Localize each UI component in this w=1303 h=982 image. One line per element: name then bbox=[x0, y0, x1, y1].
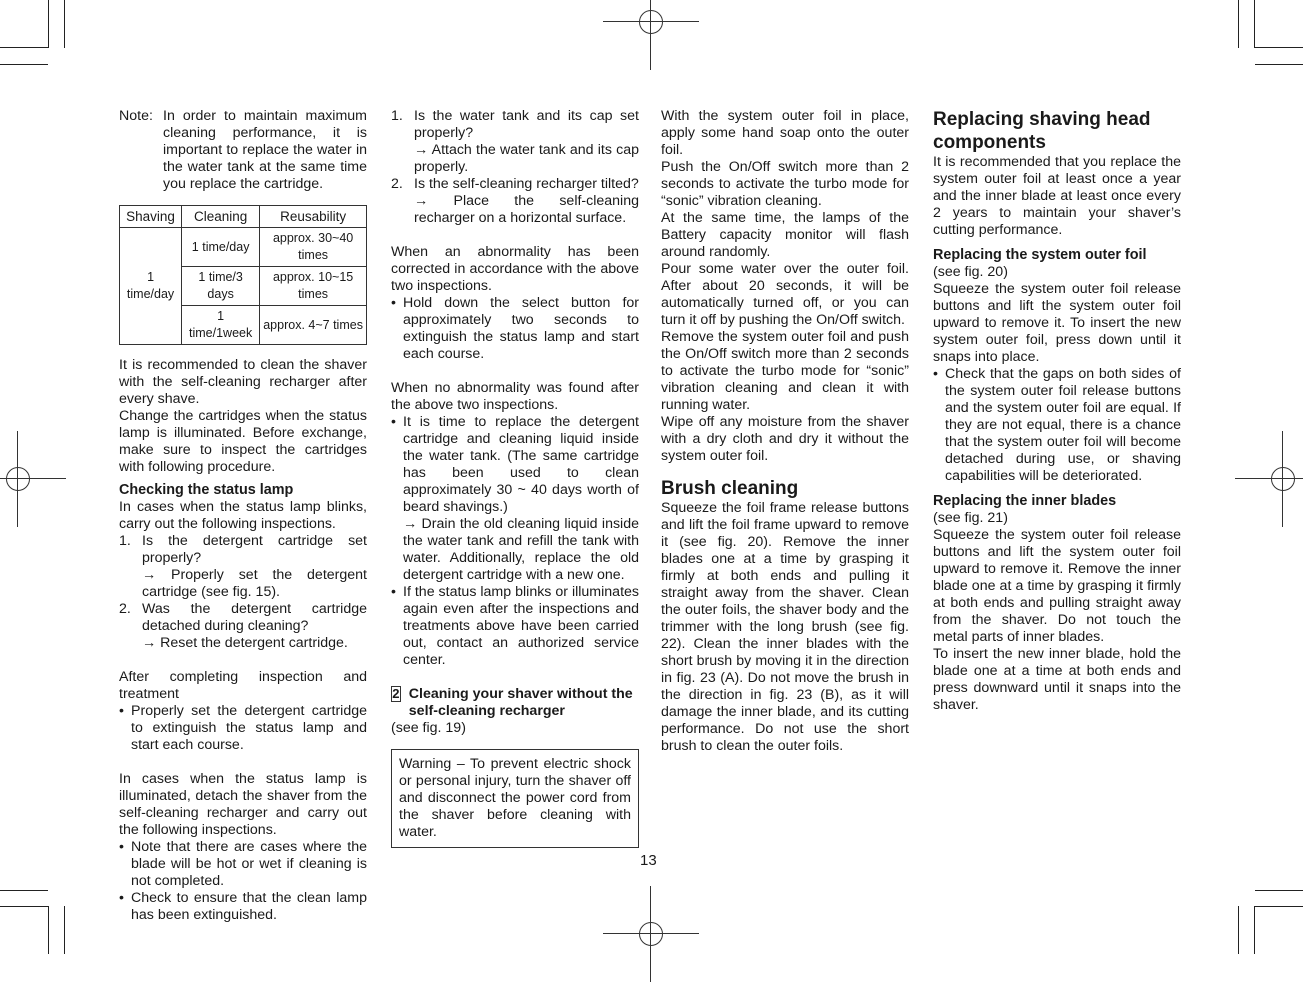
crop-mark bbox=[1254, 0, 1255, 48]
bullet-item bbox=[119, 839, 367, 890]
paragraph: It is recommended to clean the shaver with the self-cleaning recharger after every shave. bbox=[119, 357, 367, 407]
figure-reference: (see fig. 20) bbox=[933, 264, 1008, 280]
list-number: 2. bbox=[391, 176, 403, 192]
bullet-icon: • bbox=[391, 414, 396, 430]
crop-mark bbox=[1255, 64, 1303, 65]
section-heading: Checking the status lamp bbox=[119, 482, 294, 498]
bullet-icon: • bbox=[119, 703, 124, 719]
paragraph: Remove the system outer foil and push the On/Off switch more than 2 seconds to activate the turbo mode for “sonic” vibration cleaning and clean it with running water. bbox=[661, 329, 909, 413]
paragraph: With the system outer foil in place, apply some hand soap onto the outer foil. bbox=[661, 108, 909, 158]
list-text: Was the detergent cartridge detached during cleaning? bbox=[142, 601, 367, 634]
page-number: 13 bbox=[640, 852, 657, 869]
figure-reference: (see fig. 21) bbox=[933, 510, 1008, 526]
bullet-icon: • bbox=[933, 366, 938, 382]
section-heading: Brush cleaning bbox=[661, 478, 799, 499]
note bbox=[119, 108, 367, 193]
list-text: Is the water tank and its cap set properly? bbox=[414, 108, 639, 141]
table-header: Reusability bbox=[260, 206, 367, 228]
table-header: Cleaning bbox=[182, 206, 260, 228]
paragraph: Change the cartridges when the status lamp is illuminated. Before exchange, make sure to inspect the cartridges with following procedure. bbox=[119, 408, 367, 475]
bullet-text: Note that there are cases where the blade will be hot or wet if cleaning is not completed. bbox=[131, 839, 367, 889]
reusability-table bbox=[119, 205, 367, 345]
column-3 bbox=[661, 108, 909, 755]
table-cell: approx. 4~7 times bbox=[260, 306, 367, 345]
list-subtext: → Place the self-cleaning recharger on a horizontal surface. bbox=[414, 193, 639, 226]
crop-mark bbox=[0, 64, 48, 65]
bullet-subtext: → Drain the old cleaning liquid inside the water tank and refill the tank with water. Additionally, replace the old detergent cartridge with a new one. bbox=[403, 516, 639, 583]
bullet-item bbox=[119, 703, 367, 754]
subsection-heading: Replacing the inner blades bbox=[933, 493, 1117, 509]
list-subtext: → Attach the water tank and its cap properly. bbox=[414, 142, 639, 175]
column-2 bbox=[391, 108, 639, 848]
figure-reference: (see fig. 19) bbox=[391, 720, 466, 736]
subsection-heading: Replacing the system outer foil bbox=[933, 247, 1147, 263]
crop-mark bbox=[0, 906, 48, 907]
warning-text: Warning – To prevent electric shock or personal injury, turn the shaver off and disconnect the power cord from the shaver before cleaning with water. bbox=[399, 756, 631, 840]
bullet-text: Check to ensure that the clean lamp has been extinguished. bbox=[131, 890, 367, 923]
paragraph: In cases when the status lamp blinks, carry out the following inspections. bbox=[119, 499, 367, 532]
paragraph: When no abnormality was found after the above two inspections. bbox=[391, 380, 639, 413]
bullet-icon: • bbox=[391, 584, 396, 600]
crop-mark bbox=[1255, 906, 1303, 907]
crop-mark bbox=[64, 906, 65, 954]
list-number: 1. bbox=[391, 108, 403, 124]
section-heading bbox=[391, 686, 639, 720]
table-row bbox=[120, 228, 367, 267]
section-number: 2 bbox=[392, 686, 400, 701]
section-heading: Replacing shaving head components bbox=[933, 109, 1151, 153]
paragraph: Squeeze the system outer foil release buttons and lift the system outer foil upward to remove it. Remove the inner blade one at a time by grasping it firmly at both ends and pulling straight away from the shaver. Do not touch the metal parts of inner blades. bbox=[933, 527, 1181, 645]
crop-mark bbox=[48, 0, 49, 48]
table-cell: approx. 30~40 times bbox=[260, 228, 367, 267]
crop-mark bbox=[64, 0, 65, 48]
note-text: In order to maintain maximum cleaning performance, it is important to replace the water in the water tank at the same time you replace the cartridge. bbox=[163, 108, 367, 192]
table-header: Shaving bbox=[120, 206, 182, 228]
table-cell: 1 time/day bbox=[182, 228, 260, 267]
paragraph: When an abnormality has been corrected in accordance with the above two inspections. bbox=[391, 244, 639, 294]
section-title: Cleaning your shaver without the self-cleaning recharger bbox=[408, 686, 633, 719]
list-item bbox=[391, 108, 639, 142]
registration-mark bbox=[1235, 431, 1303, 527]
list-subtext: → Reset the detergent cartridge. bbox=[142, 635, 348, 651]
warning-box bbox=[391, 749, 639, 848]
list-item bbox=[391, 176, 639, 193]
paragraph: To insert the new inner blade, hold the blade one at a time at both ends and press downward until it snaps into the shaver. bbox=[933, 646, 1181, 713]
table-cell: 1 time/3 days bbox=[182, 267, 260, 306]
table-cell: 1 time/day bbox=[120, 228, 182, 345]
bullet-icon: • bbox=[119, 839, 124, 855]
crop-mark bbox=[1238, 0, 1239, 48]
note-label: Note: bbox=[119, 108, 153, 124]
list-text: Is the detergent cartridge set properly? bbox=[142, 533, 367, 566]
crop-mark bbox=[48, 906, 49, 954]
paragraph: Pour some water over the outer foil. After about 20 seconds, it will be automatically turned off, or you can turn it off by pushing the On/Off switch. bbox=[661, 261, 909, 328]
table-cell: approx. 10~15 times bbox=[260, 267, 367, 306]
bullet-text: Hold down the select button for approximately two seconds to extinguish the status lamp and start each course. bbox=[403, 295, 639, 362]
list-number: 2. bbox=[119, 601, 131, 617]
crop-mark bbox=[1255, 47, 1303, 48]
bullet-item bbox=[933, 366, 1181, 485]
registration-mark bbox=[603, 0, 699, 70]
paragraph: Squeeze the system outer foil release buttons and lift the system outer foil upward to remove it. To insert the new system outer foil, press down until it snaps into place. bbox=[933, 281, 1181, 365]
paragraph: After completing inspection and treatment bbox=[119, 669, 367, 702]
crop-mark bbox=[1254, 906, 1255, 954]
list-item bbox=[119, 601, 367, 635]
list-subtext: → Properly set the detergent cartridge (see fig. 15). bbox=[142, 567, 367, 600]
crop-mark bbox=[1238, 906, 1239, 954]
bullet-text: Check that the gaps on both sides of the system outer foil release buttons and the system outer foil are equal. If they are not equal, there is a chance that the system outer foil will become detached during use, or shaving capabilities will be deteriorated. bbox=[945, 366, 1181, 484]
bullet-text: Properly set the detergent cartridge to extinguish the status lamp and start each course. bbox=[131, 703, 367, 753]
bullet-icon: • bbox=[119, 890, 124, 906]
paragraph: At the same time, the lamps of the Battery capacity monitor will flash around randomly. bbox=[661, 210, 909, 260]
registration-mark bbox=[0, 431, 66, 527]
bullet-text: If the status lamp blinks or illuminates again even after the inspections and treatments above have been carried out, contact an authorized service center. bbox=[403, 584, 639, 668]
table-cell: 1 time/1week bbox=[182, 306, 260, 345]
paragraph: In cases when the status lamp is illuminated, detach the shaver from the self-cleaning recharger and carry out the following inspections. bbox=[119, 771, 367, 838]
bullet-item bbox=[391, 295, 639, 363]
bullet-item bbox=[391, 414, 639, 516]
list-item bbox=[119, 533, 367, 567]
crop-mark bbox=[0, 47, 48, 48]
registration-mark bbox=[603, 886, 699, 982]
column-4 bbox=[933, 108, 1181, 714]
bullet-icon: • bbox=[391, 295, 396, 311]
bullet-item bbox=[119, 890, 367, 924]
column-1 bbox=[119, 108, 367, 924]
crop-mark bbox=[0, 890, 48, 891]
list-text: Is the self-cleaning recharger tilted? bbox=[414, 176, 639, 192]
crop-mark bbox=[1255, 890, 1303, 891]
bullet-text: It is time to replace the detergent cartridge and cleaning liquid inside the water tank. (The same cartridge has been used to clean approximately 30 ~ 40 days worth of beard shavings.) bbox=[403, 414, 639, 515]
paragraph: Squeeze the foil frame release buttons and lift the foil frame upward to remove it (see fig. 20). Remove the inner blades one at a time by grasping it firmly at both ends and pulling it straight away from the shaver. Clean the outer foils, the shaver body and the trimmer with the long brush (see fig. 22). Clean the inner blades with the short brush by moving it in the direction in fig. 23 (A). Do not move the brush in the direction in fig. 23 (B), as it will damage the inner blade, and its cutting performance. Do not use the short brush to clean the outer foils. bbox=[661, 500, 909, 754]
table-header-row bbox=[120, 206, 367, 228]
paragraph: Push the On/Off switch more than 2 seconds to activate the turbo mode for “sonic” vibration cleaning. bbox=[661, 159, 909, 209]
paragraph: It is recommended that you replace the system outer foil at least once a year and the inner blade at least once every 2 years to maintain your shaver’s cutting performance. bbox=[933, 154, 1181, 238]
list-number: 1. bbox=[119, 533, 131, 549]
bullet-item bbox=[391, 584, 639, 669]
paragraph: Wipe off any moisture from the shaver with a dry cloth and dry it without the system outer foil. bbox=[661, 414, 909, 464]
